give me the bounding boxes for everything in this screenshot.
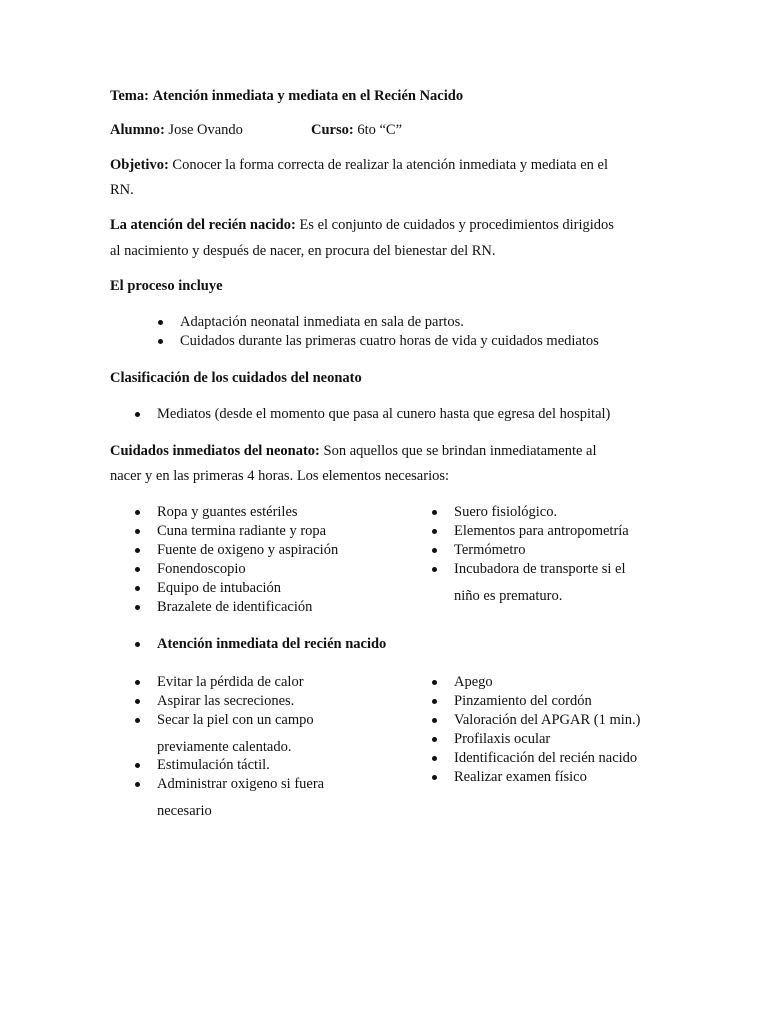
list-item-text: Administrar oxigeno si fuera: [157, 776, 325, 792]
list-item-text: Profilaxis ocular: [454, 731, 551, 747]
bullet-icon: [135, 529, 140, 534]
bullet-icon: [432, 699, 437, 704]
bullet-icon: [158, 320, 163, 325]
atencion-label: La atención del recién nacido:: [110, 217, 296, 233]
bullet-icon: [432, 567, 437, 572]
list-item-text: Ropa y guantes estériles: [157, 504, 298, 520]
inmediatos-line-1: [110, 442, 597, 461]
list-item: [454, 711, 640, 730]
bullet-icon: [135, 699, 140, 704]
bullet-icon: [135, 412, 140, 417]
bullet-icon: [432, 737, 437, 742]
alumno-value: Jose Ovando: [168, 122, 243, 138]
list-item: [157, 598, 312, 617]
list-item-text: Estimulación táctil.: [157, 757, 270, 773]
inmediatos-text-2: nacer y en las primeras 4 horas. Los elementos necesarios:: [110, 468, 450, 484]
list-item: [454, 692, 592, 711]
list-item: [157, 560, 246, 579]
objetivo-line-1: [110, 156, 608, 175]
bullet-icon: [135, 763, 140, 768]
tema-label: Tema:: [110, 88, 149, 104]
list-item-continuation: previamente calentado.: [157, 739, 292, 755]
inmediatos-text-1: Son aquellos que se brindan inmediatamente al: [323, 443, 597, 459]
bullet-icon: [432, 529, 437, 534]
bullet-icon: [432, 680, 437, 685]
list-item-text: Adaptación neonatal inmediata en sala de partos.: [180, 314, 464, 330]
list-item-text: Valoración del APGAR (1 min.): [454, 712, 641, 728]
list-item: [454, 560, 626, 579]
alumno-label: Alumno:: [110, 122, 165, 138]
bullet-icon: [432, 718, 437, 723]
list-item: [454, 673, 493, 692]
bullet-icon: [135, 548, 140, 553]
bullet-icon: [135, 605, 140, 610]
list-item-text: Secar la piel con un campo: [157, 712, 314, 728]
objetivo-text-2: RN.: [110, 182, 134, 198]
list-item: [157, 541, 338, 560]
bullet-icon: [432, 548, 437, 553]
list-item: [454, 541, 525, 560]
tema-value: Atención inmediata y mediata en el Recién Nacido: [152, 88, 464, 104]
atencion-text-2: al nacimiento y después de nacer, en procura del bienestar del RN.: [110, 243, 496, 259]
list-item: [157, 775, 324, 794]
bullet-icon: [158, 339, 163, 344]
list-item-text: Brazalete de identificación: [157, 599, 313, 615]
proceso-heading-text: El proceso incluye: [110, 278, 223, 294]
list-item-text: Identificación del recién nacido: [454, 750, 638, 766]
list-item: [157, 711, 314, 730]
list-item: [180, 332, 599, 351]
list-item-text: Suero fisiológico.: [454, 504, 558, 520]
list-item: [157, 405, 610, 424]
list-item-text: Cuidados durante las primeras cuatro horas de vida y cuidados mediatos: [180, 333, 599, 349]
curso-label: Curso:: [311, 122, 354, 138]
list-item: [454, 522, 629, 541]
list-item-text: Fuente de oxigeno y aspiración: [157, 542, 339, 558]
list-item-text: Cuna termina radiante y ropa: [157, 523, 327, 539]
atencion-inmediata-heading: [157, 635, 386, 654]
list-item: [454, 503, 557, 522]
list-item-text: Realizar examen físico: [454, 769, 587, 785]
list-item-continuation: necesario: [157, 803, 212, 819]
list-item: [157, 756, 270, 775]
list-item-text: Equipo de intubación: [157, 580, 282, 596]
list-item-text: Termómetro: [454, 542, 526, 558]
list-item: [180, 313, 464, 332]
list-item: [157, 522, 326, 541]
clasificacion-heading-text: Clasificación de los cuidados del neonato: [110, 370, 362, 386]
list-item: [157, 673, 304, 692]
curso-line: [311, 121, 402, 140]
list-item-text: Aspirar las secreciones.: [157, 693, 295, 709]
inmediatos-label: Cuidados inmediatos del neonato:: [110, 443, 320, 459]
list-item-text: Evitar la pérdida de calor: [157, 674, 304, 690]
bullet-icon: [432, 756, 437, 761]
bullet-icon: [135, 680, 140, 685]
list-item: [157, 503, 298, 522]
clasificacion-heading: [110, 369, 362, 388]
list-item-text: Apego: [454, 674, 493, 690]
atencion-text-1: Es el conjunto de cuidados y procedimientos dirigidos: [299, 217, 614, 233]
bullet-icon: [135, 567, 140, 572]
list-item: [157, 692, 294, 711]
atencion-line-1: [110, 216, 614, 235]
list-item-text: Elementos para antropometría: [454, 523, 629, 539]
list-item: [157, 579, 281, 598]
list-item: [454, 749, 637, 768]
bullet-icon: [432, 775, 437, 780]
bullet-icon: [135, 642, 140, 647]
bullet-icon: [135, 782, 140, 787]
list-item: [454, 730, 550, 749]
bullet-icon: [135, 586, 140, 591]
bullet-icon: [432, 510, 437, 515]
list-item-text: Pinzamiento del cordón: [454, 693, 592, 709]
list-item-text: Mediatos (desde el momento que pasa al cunero hasta que egresa del hospital): [157, 406, 611, 422]
proceso-heading: [110, 277, 223, 296]
list-item-continuation: niño es prematuro.: [454, 588, 563, 604]
list-item-text: Incubadora de transporte si el: [454, 561, 626, 577]
list-item-text: Fonendoscopio: [157, 561, 246, 577]
alumno-line: [110, 121, 243, 140]
bullet-icon: [135, 510, 140, 515]
curso-value: 6to “C”: [357, 122, 403, 138]
bullet-icon: [135, 718, 140, 723]
list-item: [454, 768, 587, 787]
objetivo-label: Objetivo:: [110, 157, 169, 173]
tema-line: [110, 87, 463, 106]
atencion-inmediata-heading-text: Atención inmediata del recién nacido: [157, 636, 387, 652]
objetivo-text-1: Conocer la forma correcta de realizar la atención inmediata y mediata en el: [172, 157, 608, 173]
